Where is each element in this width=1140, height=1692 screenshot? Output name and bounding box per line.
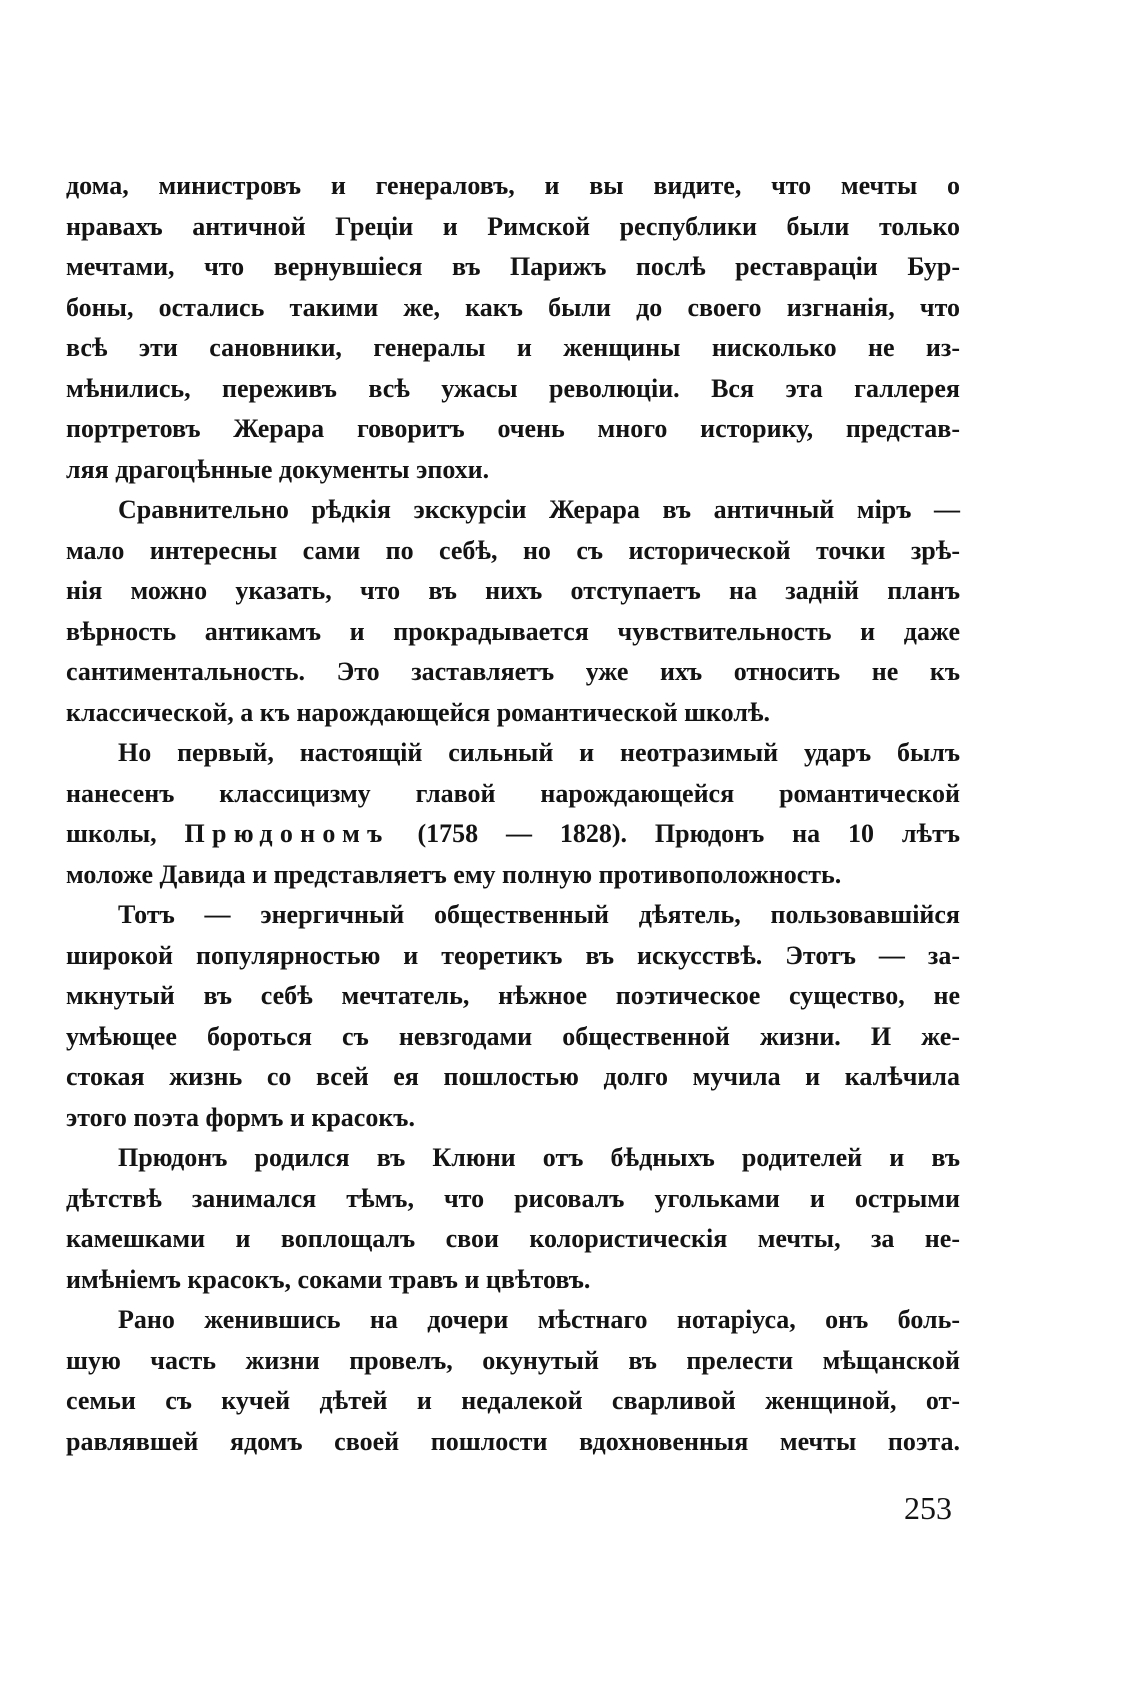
text-line: стокая жизнь со всей ея пошлостью долго мучила и калѣчила [66, 1062, 960, 1091]
text-line: дѣтствѣ занимался тѣмъ, что рисовалъ угольками и острыми [66, 1183, 960, 1213]
text-line: ляя драгоцѣнные документы эпохи. [66, 454, 490, 484]
text-line: Но первый, настоящій сильный и неотразимый ударъ былъ [118, 738, 960, 767]
artist-name-spaced: Прюдономъ [184, 819, 390, 848]
paragraph [66, 490, 960, 733]
paragraph [66, 1300, 960, 1462]
text-line: вѣрность антикамъ и прокрадывается чувствительность и даже [66, 616, 960, 646]
text-line: Рано женившись на дочери мѣстнаго нотаріуса, онъ боль- [118, 1305, 960, 1334]
text-line: нія можно указать, что въ нихъ отступаетъ на задній планъ [66, 576, 960, 605]
paragraph [66, 733, 960, 895]
text-line: Прюдонъ родился въ Клюни отъ бѣдныхъ родителей и въ [118, 1143, 960, 1172]
text-line [66, 814, 960, 855]
line-segment: (1758 — 1828). Прюдонъ на 10 лѣтъ [389, 819, 960, 848]
line-segment: школы, [66, 819, 185, 848]
text-line: мкнутый въ себѣ мечтатель, нѣжное поэтическое существо, не [66, 981, 960, 1010]
paragraph [66, 895, 960, 1138]
text-line: моложе Давида и представляетъ ему полную противоположность. [66, 859, 842, 889]
text-line: сантиментальность. Это заставляетъ уже ихъ относить не къ [66, 657, 960, 686]
text-line: боны, остались такими же, какъ были до своего изгнанія, что [66, 292, 960, 322]
paragraph [66, 166, 960, 490]
text-line: портретовъ Жерара говоритъ очень много историку, представ- [66, 414, 960, 443]
paragraph [66, 1138, 960, 1300]
text-line: Сравнительно рѣдкія экскурсіи Жерара въ античный міръ — [118, 495, 960, 524]
text-line: мало интересны сами по себѣ, но съ исторической точки зрѣ- [66, 535, 960, 565]
text-line: дома, министровъ и генераловъ, и вы видите, что мечты о [66, 171, 960, 200]
text-line: имѣніемъ красокъ, соками травъ и цвѣтовъ. [66, 1264, 591, 1294]
text-line: камешками и воплощалъ свои колористическія мечты, за не- [66, 1224, 960, 1253]
text-line: мѣнились, переживъ всѣ ужасы революціи. Вся эта галлерея [66, 373, 960, 403]
text-line: мечтами, что вернувшіеся въ Парижъ послѣ реставраціи Бур- [66, 252, 960, 281]
text-line: умѣющее бороться съ невзгодами общественной жизни. И же- [66, 1021, 960, 1051]
text-line: Тотъ — энергичный общественный дѣятель, пользовавшійся [118, 900, 960, 929]
text-line: равлявшей ядомъ своей пошлости вдохновенныя мечты поэта. [66, 1426, 960, 1456]
text-line: этого поэта формъ и красокъ. [66, 1102, 415, 1132]
text-line: классической, а къ нарождающейся романтической школѣ. [66, 697, 771, 727]
text-line: нанесенъ классицизму главой нарождающейся романтической [66, 778, 960, 808]
text-line: широкой популярностью и теоретикъ въ искусствѣ. Этотъ — за- [66, 940, 960, 970]
text-line: нравахъ античной Греціи и Римской республики были только [66, 211, 960, 241]
page-number: 253 [904, 1490, 952, 1526]
text-line: семьи съ кучей дѣтей и недалекой сварливой женщиной, от- [66, 1386, 960, 1415]
body-text [66, 166, 960, 1462]
text-line: всѣ эти сановники, генералы и женщины нисколько не из- [66, 333, 960, 362]
text-line: шую часть жизни провелъ, окунутый въ прелести мѣщанской [66, 1345, 960, 1375]
